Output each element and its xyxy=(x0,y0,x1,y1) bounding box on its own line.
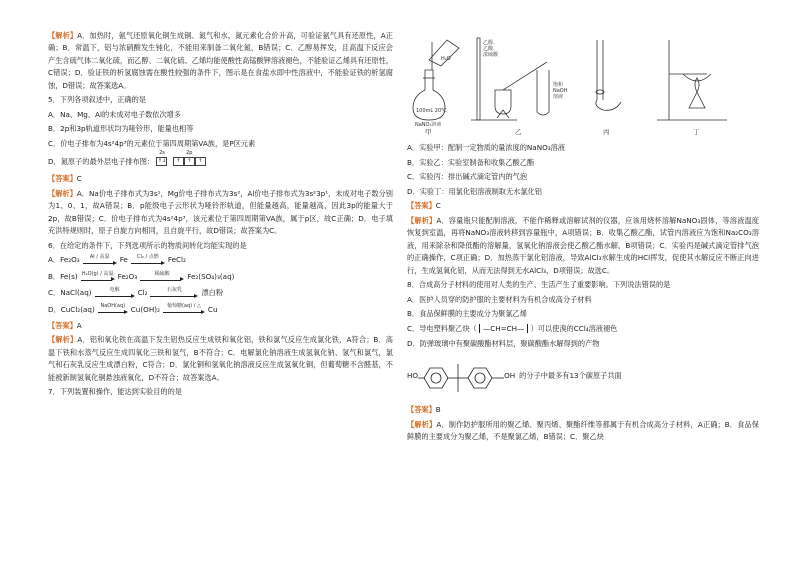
q5-option-a: A．Na、Mg、Al的未成对电子数依次增多 xyxy=(48,109,182,119)
bisphenol-structure: HO OH 的分子中最多有13个碳原子共面 xyxy=(407,356,759,396)
q8-answer: 【答案】B xyxy=(407,404,441,414)
q6-option-c: C．NaCl(aq) 电解 Cl₂ 石灰乳 漂白粉 xyxy=(48,287,393,300)
reaction-arrow: H₂O(g) / 高温 xyxy=(81,271,115,284)
fig-text-b3: 浓硫酸 xyxy=(483,52,499,58)
fig-text-d: NaNO₃溶液 xyxy=(415,122,442,126)
q4-analysis: 【解析】A．加热时，氨气还原氧化铜生成铜、氮气和水，氮元素化合价升高，可验证氨气具有还原性，A正确；B．常温下，铝与浓硝酸发生钝化，不能用来制备二氧化氮，B错误；C．乙醇易挥发，且高温下反应会产生含硫气体二氧化硫，而乙醇、二氧化硫、乙烯均能使酸性高锰酸钾溶液褪色，不能验证乙烯具有还原性，C错误；D．验证铁的析氢腐蚀需在酸性较强的条件下，图示是在食盐水即中性溶液中，不能验证铁的析氢腐蚀，D错误；故答案选A。 xyxy=(48,31,394,90)
orbital-box: ↑ xyxy=(184,157,195,166)
q6-option-a: A．Fe₂O₃ Al / 高温 Fe Cl₂ / 点燃 FeCl₂ xyxy=(48,254,393,267)
orbital-diagram: 2s ↑↓ 2p ↑ ↑ ↑ xyxy=(156,150,205,168)
q5-stem: 5．下列各项叙述中，正确的是 xyxy=(48,95,147,105)
q8-option-d: D．防弹玻璃中有聚碳酸酯材料层，聚碳酸酯水解得到的产物 xyxy=(407,338,600,348)
figure-label-bing: 丙 xyxy=(603,128,610,136)
fig-text-b1: 乙醇、 xyxy=(483,40,499,46)
q7-option-c: C．实验丙：排出碱式滴定管内的气泡 xyxy=(407,172,528,182)
polyacetylene-unit: —CH=CH— xyxy=(479,324,528,333)
figure-label-jia: 甲 xyxy=(425,128,432,136)
q6-option-d: D．CuCl₂(aq) NaOH(aq) Cu(OH)₂ 葡萄糖(aq) / △ Cu xyxy=(48,303,393,316)
figure-label-yi: 乙 xyxy=(515,128,522,136)
analysis-tag: 【解析】 xyxy=(48,31,78,40)
experiment-figures xyxy=(407,30,759,142)
reaction-arrow: Al / 高温 xyxy=(83,254,117,267)
fig-text-c: H₂O xyxy=(441,56,451,62)
fig-text-b6: 溶液 xyxy=(553,94,564,100)
fig-text-b5: NaOH xyxy=(553,88,568,94)
orbital-box: ↑ xyxy=(195,157,206,166)
q8-stem: 8．合成高分子材料的使用对人类的生产、生活产生了重要影响。下列说法错误的是 xyxy=(407,280,671,290)
q5-option-d: D．氮原子的最外层电子排布图： 2s ↑↓ 2p ↑ ↑ ↑ xyxy=(48,153,393,171)
fig-text-b4: 饱和 xyxy=(553,82,564,88)
q6-analysis: 【解析】A．铝和氧化铁在高温下发生铝热反应生成铁和氧化铝，铁和氯气反应生成氯化铁，A符合；B．高温下铁和水蒸气反应生成四氧化三铁和氢气，B不符合；C．电解氯化钠溶液生成氢氧化钠、氢气和氯气，氯气和石灰乳反应生成漂白粉，C符合；D．氯化铜和氢氧化钠溶液反应生成氢氧化铜，但葡萄糖不含醛基，不能被新制氢氧化铜悬浊液氧化，D不符合；故答案选A。 xyxy=(48,335,393,382)
left-column xyxy=(48,30,393,401)
q7-option-d: D．实验丁：用氯化铝溶液制取无水氯化铝 xyxy=(407,186,542,196)
q5-option-b: B．2p和3p轨道形状均为哑铃形，能量也相等 xyxy=(48,124,194,134)
apparatus-diagram xyxy=(407,30,759,126)
q8-analysis: 【解析】A．制作防护服所用的聚乙烯、聚丙烯、聚酯纤维等都属于有机合成高分子材料，A正确；B．食品保鲜膜的主要成分为聚乙烯，不是聚氯乙烯，B错误；C．聚乙炔 xyxy=(407,419,759,441)
reaction-arrow: 葡萄糖(aq) / △ xyxy=(163,303,205,316)
burette-figure xyxy=(596,40,621,110)
bisphenol-diagram xyxy=(418,356,504,396)
reaction-arrow: 稀硫酸 xyxy=(140,271,184,284)
q5-option-c: C．价电子排布为4s²4p³的元素位于第四周期第VA族，是P区元素 xyxy=(48,139,256,148)
fig-text-b2: 乙酸、 xyxy=(483,46,499,52)
q7-option-b: B．实验乙：实验室制备和收集乙酸乙酯 xyxy=(407,157,535,167)
q6-option-b: B．Fe(s) H₂O(g) / 高温 Fe₂O₃ 稀硫酸 Fe₂(SO₄)₃(aq) xyxy=(48,271,393,284)
q5-analysis: 【解析】A．Na价电子排布式为3s¹，Mg价电子排布式为3s²，Al价电子排布式为3s²3p¹，未成对电子数分别为1、0、1，故A错误；B．p能级电子云形状为哑铃形轨道，但能量越高，能量越高，因此3p的能量大于2p，故B错误；C．价电子排布式为4s²4p³，该元素位于第四周期第VA族，属于p区，故C正确；D．电子填充洪特规则时，原子自旋方向相同，且自旋平行，故D错误；故答案为C。 xyxy=(48,188,393,235)
q5-answer: 【答案】C xyxy=(48,174,82,184)
q7-analysis: 【解析】A．容量瓶只能配制溶液，不能作稀释或溶解试剂的仪器，应该用烧杯溶解NaNO₃固体，等溶液温度恢复到室温，再将NaNO₃溶液转移到容量瓶中，A项错误；B．收集乙酸乙酯，试管内溶液应为饱和Na₂CO₃溶液，用来除杂和降低酯的溶解量，氢氧化钠溶液会使乙酸乙酯水解，B项错误；C．实验丙是碱式滴定管排气泡的正确操作，C项正确；D．加热蒸干氯化铝溶液，导致AlCl₃水解生成的HCl挥发，促使其水解反应不断正向进行，生成氢氧化铝，从而无法得到无水AlCl₃，D项错误；故选C。 xyxy=(407,215,759,275)
fig-text-a: 100mL 20℃ xyxy=(416,108,447,114)
q7-stem: 7．下列装置和操作，能达到实验目的的是 xyxy=(48,387,182,397)
evaporation-figure xyxy=(657,40,727,120)
right-column xyxy=(407,30,759,446)
figure-label-ding: 丁 xyxy=(693,128,700,136)
reaction-arrow: Cl₂ / 点燃 xyxy=(131,254,165,267)
q8-option-b: B．食品保鲜膜的主要成分为聚氯乙烯 xyxy=(407,309,527,319)
q6-answer: 【答案】A xyxy=(48,320,82,330)
q7-option-a: A．实验甲：配制一定物质的量浓度的NaNO₃溶液 xyxy=(407,143,565,152)
reaction-arrow: 石灰乳 xyxy=(150,287,198,300)
q8-option-c: C．导电塑料聚乙炔（ —CH=CH— ）可以使溴的CCl₄溶液褪色 xyxy=(407,323,618,333)
q8-option-a: A．医护人员穿的防护服的主要材料为有机合成高分子材料 xyxy=(407,294,592,304)
orbital-box: ↑ xyxy=(173,157,184,166)
reaction-arrow: 电解 xyxy=(95,287,135,300)
reaction-arrow: NaOH(aq) xyxy=(98,303,128,316)
orbital-box: ↑↓ xyxy=(157,158,167,165)
q7-answer: 【答案】C xyxy=(407,201,441,211)
q6-stem: 6．在给定的条件下，下列选项所示的物质间转化均能实现的是 xyxy=(48,240,247,250)
